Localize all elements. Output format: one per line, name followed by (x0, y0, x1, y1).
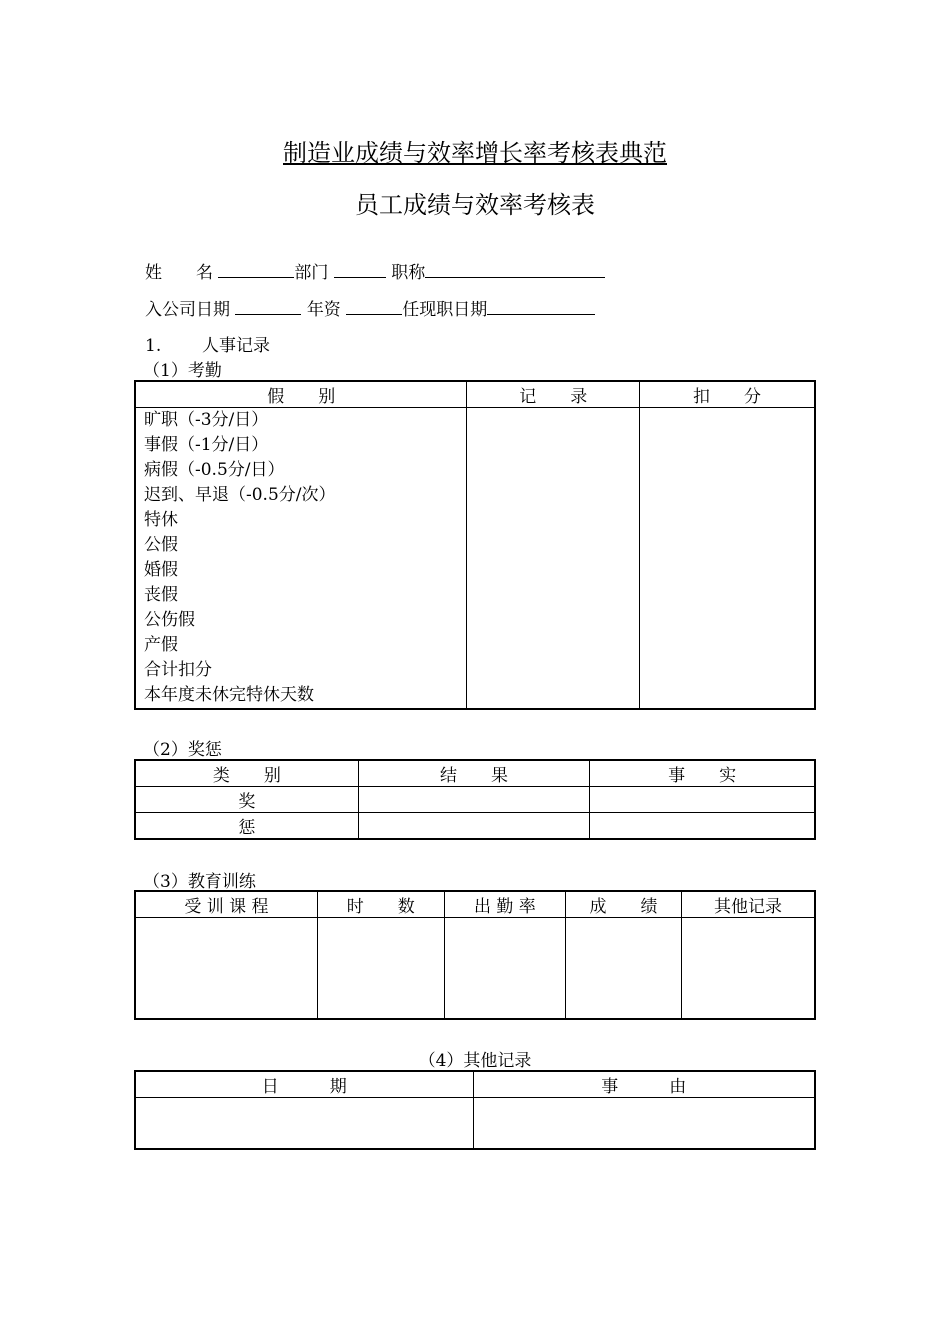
rewards-header-facts: 事 实 (590, 760, 815, 787)
list-item: 本年度未休完特休天数 (144, 685, 314, 705)
section-title: 人事记录 (202, 336, 271, 356)
penalty-result-cell[interactable] (358, 813, 589, 840)
list-item: 旷职（-3分/日） (144, 410, 269, 430)
attendance-caption: （1）考勤 (143, 361, 222, 381)
training-course-cell[interactable] (135, 918, 317, 1019)
training-header-course: 受 训 课 程 (135, 891, 317, 918)
list-item: 公假 (144, 535, 178, 555)
other-caption: （4）其他记录 (418, 1051, 532, 1071)
list-item: 产假 (144, 635, 178, 655)
header-line-2 (145, 295, 595, 320)
other-header-date: 日 期 (135, 1071, 473, 1098)
list-item: 丧假 (144, 585, 178, 605)
penalty-facts-cell[interactable] (590, 813, 815, 840)
training-table (134, 890, 816, 1020)
list-item: 合计扣分 (144, 660, 212, 680)
list-item: 公伤假 (144, 610, 195, 630)
current-post-date-label: 任现职日期 (402, 300, 488, 320)
training-hours-cell[interactable] (317, 918, 444, 1019)
section-number: 1. (145, 336, 162, 356)
attendance-types-cell (135, 408, 467, 710)
other-reason-cell[interactable] (473, 1098, 815, 1149)
rewards-caption: （2）奖惩 (143, 740, 222, 760)
training-header-other: 其他记录 (681, 891, 815, 918)
attendance-header-record: 记 录 (467, 381, 640, 408)
join-date-field[interactable] (235, 298, 301, 315)
name-label: 姓 名 (145, 263, 213, 283)
seniority-label: 年资 (306, 300, 341, 320)
attendance-deduction-cell[interactable] (639, 408, 815, 710)
join-date-label: 入公司日期 (145, 300, 230, 320)
attendance-record-cell[interactable] (467, 408, 640, 710)
training-header-hours: 时 数 (317, 891, 444, 918)
dept-field[interactable] (334, 261, 386, 278)
sub-title: 员工成绩与效率考核表 (355, 191, 595, 219)
title-field[interactable] (425, 261, 605, 278)
other-header-reason: 事 由 (473, 1071, 815, 1098)
list-item: 病假（-0.5分/日） (144, 460, 285, 480)
training-attendance-cell[interactable] (444, 918, 566, 1019)
list-item: 特休 (144, 510, 178, 530)
list-item: 婚假 (144, 560, 178, 580)
rewards-table (134, 759, 816, 840)
attendance-table (134, 380, 816, 710)
list-item: 迟到、早退（-0.5分/次） (144, 485, 336, 505)
training-other-cell[interactable] (681, 918, 815, 1019)
name-field[interactable] (218, 261, 294, 278)
current-post-date-field[interactable] (487, 298, 595, 315)
title-label: 职称 (391, 263, 426, 283)
list-item: 事假（-1分/日） (144, 435, 269, 455)
attendance-header-deduction: 扣 分 (639, 381, 815, 408)
training-header-score: 成 绩 (566, 891, 682, 918)
rewards-header-category: 类 别 (135, 760, 358, 787)
dept-label: 部门 (294, 263, 329, 283)
section-1-heading (145, 331, 270, 356)
training-score-cell[interactable] (566, 918, 682, 1019)
other-date-cell[interactable] (135, 1098, 473, 1149)
rewards-header-result: 结 果 (358, 760, 589, 787)
training-caption: （3）教育训练 (143, 872, 256, 892)
other-records-table (134, 1070, 816, 1150)
header-line-1 (145, 258, 605, 283)
seniority-field[interactable] (346, 298, 402, 315)
penalty-row-label: 惩 (135, 813, 358, 840)
reward-result-cell[interactable] (358, 787, 589, 813)
main-title: 制造业成绩与效率增长率考核表典范 (283, 139, 667, 167)
reward-row-label: 奖 (135, 787, 358, 813)
training-header-attendance: 出 勤 率 (444, 891, 566, 918)
attendance-header-type: 假 别 (135, 381, 467, 408)
reward-facts-cell[interactable] (590, 787, 815, 813)
